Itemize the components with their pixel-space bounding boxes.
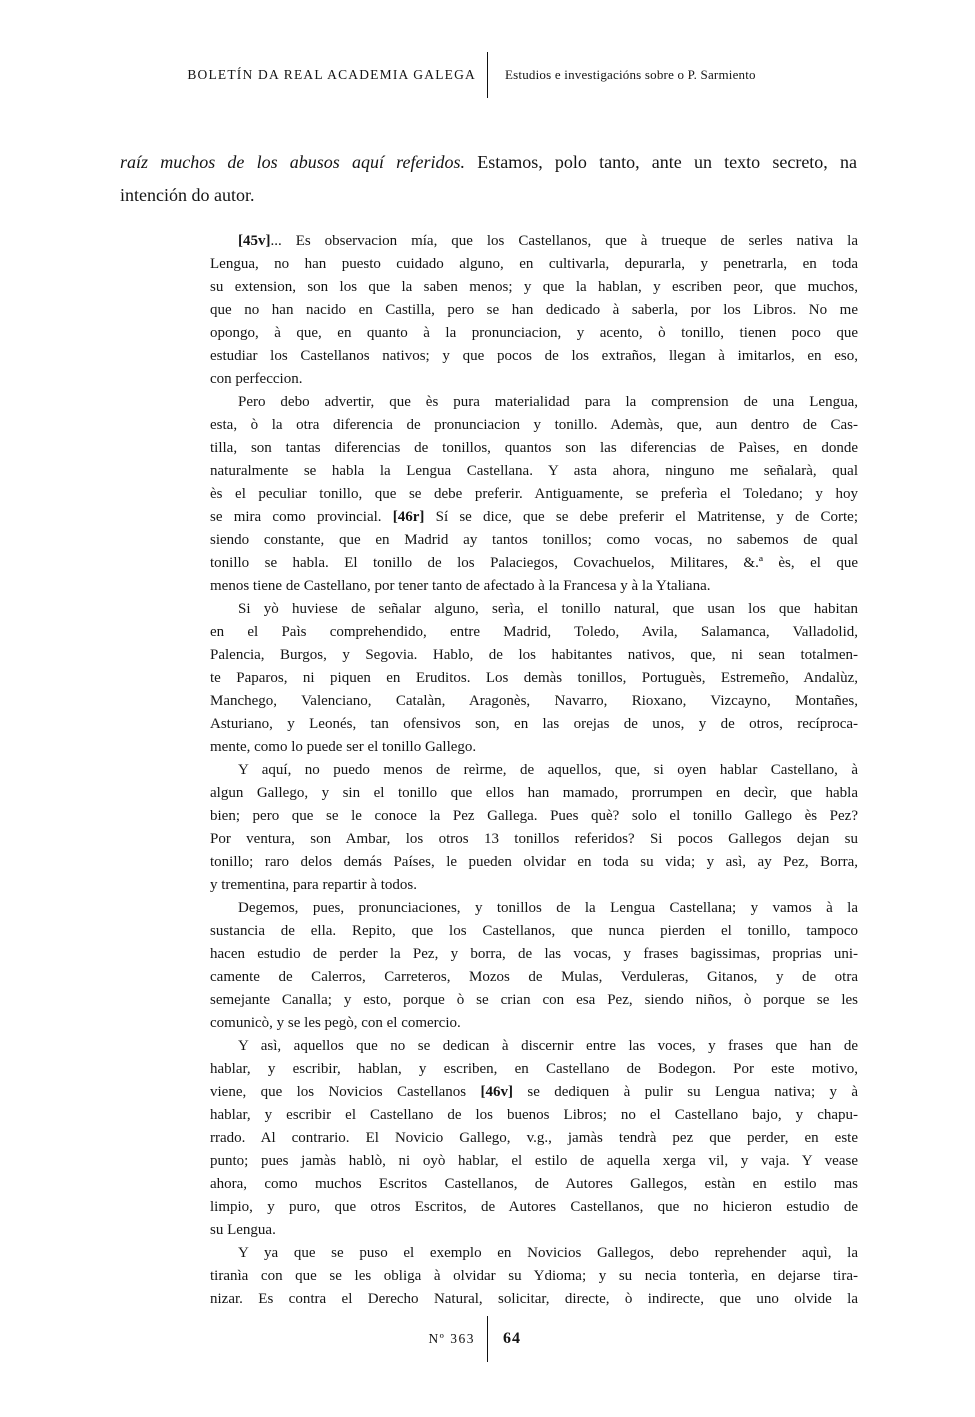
text-line [210, 1104, 858, 1127]
text-segment: Por ventura, son Ambar, los otros 13 tonillos referidos? Si pocos Gallegos dejan su [210, 831, 858, 847]
quote-paragraph [210, 1242, 858, 1311]
text-segment: Lengua, no han puesto cuidado alguno, en cultivarla, depurarla, y penetrarla, en toda [210, 256, 858, 272]
text-line [210, 1173, 858, 1196]
text-segment: en el Paìs comprehendido, entre Madrid, Toledo, Avila, Salamanca, Valladolid, [210, 624, 858, 640]
text-line [120, 146, 857, 179]
text-line [210, 276, 858, 299]
quote-paragraph [210, 897, 858, 1035]
text-segment: su Lengua. [210, 1222, 276, 1238]
text-line [210, 1265, 858, 1288]
text-line [210, 1058, 858, 1081]
text-line [120, 179, 857, 212]
text-segment: naturalmente se habla la Lengua Castellana. Y asta ahora, ninguno me señalarà, qual [210, 463, 858, 479]
text-segment: [46r] [392, 509, 425, 525]
text-segment: Y ya que se puso el exemplo en Novicios Gallegos, debo reprehender aquì, la [238, 1245, 858, 1261]
text-segment: rrado. Al contrario. El Novicio Gallego, v.g., jamàs tendrà pez que perder, en este [210, 1130, 858, 1146]
text-segment: ès el peculiar tonillo, que se debe preferir. Antiguamente, se preferìa el Toledano; y hoy [210, 486, 858, 502]
quote-paragraph [210, 391, 858, 598]
text-segment: intención do autor. [120, 185, 255, 205]
text-segment: que no han nacido en Castilla, pero se han dedicado à saberla, por los Libros. No me [210, 302, 858, 318]
text-line [210, 851, 858, 874]
text-line [210, 1288, 858, 1311]
text-segment: tiranìa con que se les obliga à olvidar su Ydioma; y su necia tonterìa, en dejarse tira- [210, 1268, 858, 1284]
text-segment: ahora, como muchos Escritos Castellanos, de Autores Gallegos, estàn en estilo mas [210, 1176, 858, 1192]
text-segment: esta, ò la otra diferencia de pronunciacion y tonillo. Ademàs, que, aun dentro de Cas- [210, 417, 858, 433]
text-line [210, 897, 858, 920]
quote-paragraph [210, 1035, 858, 1242]
text-line [210, 575, 858, 598]
text-line [210, 1150, 858, 1173]
text-segment: raíz muchos de los abusos aquí referidos. [120, 152, 466, 172]
text-segment: Degemos, pues, pronunciaciones, y tonillos de la Lengua Castellana; y vamos à la [238, 900, 858, 916]
text-segment: mente, como lo puede ser el tonillo Gallego. [210, 739, 477, 755]
text-segment: Pero debo advertir, que ès pura materialidad para la comprension de una Lengua, [238, 394, 858, 410]
text-line [210, 368, 858, 391]
text-segment: tonillo; raro delos demás Países, le pueden olvidar en toda su vida; y asì, ay Pez, Borra, [210, 854, 858, 870]
text-line [210, 805, 858, 828]
text-segment: Y aquí, no puedo menos de reìrme, de aquellos, que, si oyen hablar Castellano, à [238, 762, 858, 778]
text-segment: y trementina, para repartir à todos. [210, 877, 417, 893]
text-segment: con perfeccion. [210, 371, 303, 387]
text-segment: se mira como provincial. [210, 509, 393, 525]
text-segment: Y asì, aquellos que no se dedican à discernir entre las voces, y frases que han de [238, 1038, 858, 1054]
text-line [210, 253, 858, 276]
text-line [210, 552, 858, 575]
text-segment: viene, que los Novicios Castellanos [210, 1084, 481, 1100]
text-segment: hablar, y escribir, hablan, y escriben, en Castellano de Bodegon. Por este motivo, [210, 1061, 858, 1077]
text-line [210, 1219, 858, 1242]
text-segment: punto; pues jamàs hablò, ni oyò hablar, el estilo de aquella xerga vil, y vaja. Y vease [210, 1153, 858, 1169]
text-segment: tilla, son tantas diferencias de tonillos, quantos son las diferencias de Paìses, en donde [210, 440, 858, 456]
text-segment: se dediquen à pulir su Lengua nativa; y à [513, 1084, 858, 1100]
text-line [210, 437, 858, 460]
intro-paragraph [120, 146, 857, 212]
text-line [210, 1242, 858, 1265]
text-segment: su extension, son los que la saben menos; y que la hablan, y escriben peor, que muchos, [210, 279, 858, 295]
text-segment: estudiar los Castellanos nativos; y que pocos de los extraños, llegan à imitarlos, en eso, [210, 348, 858, 364]
text-line [210, 667, 858, 690]
text-line [210, 966, 858, 989]
text-line [210, 483, 858, 506]
text-line [210, 782, 858, 805]
text-line [210, 736, 858, 759]
text-line [210, 414, 858, 437]
text-segment: ... Es observacion mía, que los Castellanos, que à trueque de serles nativa la [270, 233, 858, 249]
text-line [210, 230, 858, 253]
running-footer [0, 1316, 975, 1362]
quote-block [210, 230, 858, 1311]
text-segment: comunicò, y se les pegò, con el comercio. [210, 1015, 461, 1031]
text-line [210, 460, 858, 483]
text-line [210, 1012, 858, 1035]
text-segment: hablar, y escribir el Castellano de los buenos Libros; no el Castellano bajo, y chapu- [210, 1107, 858, 1123]
text-segment: tonillo se habla. El tonillo de los Palaciegos, Covachuelos, Militares, &.ª ès, el que [210, 555, 858, 571]
text-segment: bien; pero que se le conoce la Pez Gallega. Pues què? solo el tonillo Gallego ès Pez? [210, 808, 858, 824]
text-line [210, 621, 858, 644]
text-segment: hacen estudio de perder la Pez, y borra, de las vocas, y frases bagissimas, proprias uni- [210, 946, 858, 962]
text-line [210, 713, 858, 736]
quote-paragraph [210, 230, 858, 391]
text-line [210, 759, 858, 782]
text-segment: sustancia de ella. Repito, que los Castellanos, que nunca pierden el tonillo, tampoco [210, 923, 858, 939]
text-segment: siendo constante, que en Madrid ay tantos tonillos; como vocas, no sabemos de qual [210, 532, 858, 548]
text-line [210, 345, 858, 368]
text-segment: Si yò huviese de señalar alguno, serìa, el tonillo natural, que usan los que habitan [238, 601, 858, 617]
text-line [210, 391, 858, 414]
text-line [210, 874, 858, 897]
text-segment: te Paparos, ni piquen en Eruditos. Los demàs tonillos, Portuguès, Estremeño, Andalùz, [210, 670, 858, 686]
quote-paragraph [210, 759, 858, 897]
text-line [210, 506, 858, 529]
text-line [210, 644, 858, 667]
text-segment: [46v] [480, 1084, 514, 1100]
text-segment: Estamos, polo tanto, ante un texto secreto, na [465, 152, 857, 172]
text-line [210, 989, 858, 1012]
text-segment: algun Gallego, y sin el tonillo que ellos han mamado, prorrumpen en decìr, que habla [210, 785, 858, 801]
text-line [210, 943, 858, 966]
page-number: 64 [503, 1330, 521, 1347]
text-line [210, 1035, 858, 1058]
running-header [0, 52, 975, 98]
text-segment: semejante Canalla; y esto, porque ò se crian con esa Pez, siendo niños, ò porque se les [210, 992, 858, 1008]
text-segment: Asturiano, y Leonés, tan ofensivos son, en las orejas de unos, y de otros, recíproca- [210, 716, 858, 732]
text-segment: limpio, y puro, que otros Escritos, de Autores Castellanos, que no hicieron estudio de [210, 1199, 858, 1215]
text-line [210, 598, 858, 621]
text-line [210, 1127, 858, 1150]
text-segment: opongo, à que, en quanto à la pronunciacion, y acento, ò tonillo, tienen poco que [210, 325, 858, 341]
text-line [210, 1081, 858, 1104]
text-segment: Manchego, Valenciano, Catalàn, Aragonès, Navarro, Rioxano, Vizcayno, Montañes, [210, 693, 858, 709]
text-segment: menos tiene de Castellano, por tener tanto de afectado à la Francesa y à la Ytaliana. [210, 578, 711, 594]
text-segment: nizar. Es contra el Derecho Natural, solicitar, directe, ò indirecte, que uno olvide la [210, 1291, 858, 1307]
text-segment: [45v] [238, 233, 271, 249]
text-segment: Palencia, Burgos, y Segovia. Hablo, de los habitantes nativos, que, ni sean totalmen- [210, 647, 858, 663]
journal-title: BOLETÍN DA REAL ACADEMIA GALEGA [187, 67, 476, 82]
text-segment: camente de Calerros, Carreteros, Mozos de Mulas, Verduleras, Gitanos, y de otra [210, 969, 858, 985]
text-line [210, 529, 858, 552]
quote-paragraph [210, 598, 858, 759]
section-title: Estudios e investigacións sobre o P. Sarmiento [505, 67, 756, 82]
text-line [210, 1196, 858, 1219]
text-line [210, 828, 858, 851]
issue-number: Nº 363 [428, 1331, 475, 1346]
text-line [210, 920, 858, 943]
text-line [210, 322, 858, 345]
text-segment: Sí se dice, que se debe preferir el Matritense, y de Corte; [424, 509, 858, 525]
text-line [210, 299, 858, 322]
paragraph [120, 146, 857, 212]
text-line [210, 690, 858, 713]
